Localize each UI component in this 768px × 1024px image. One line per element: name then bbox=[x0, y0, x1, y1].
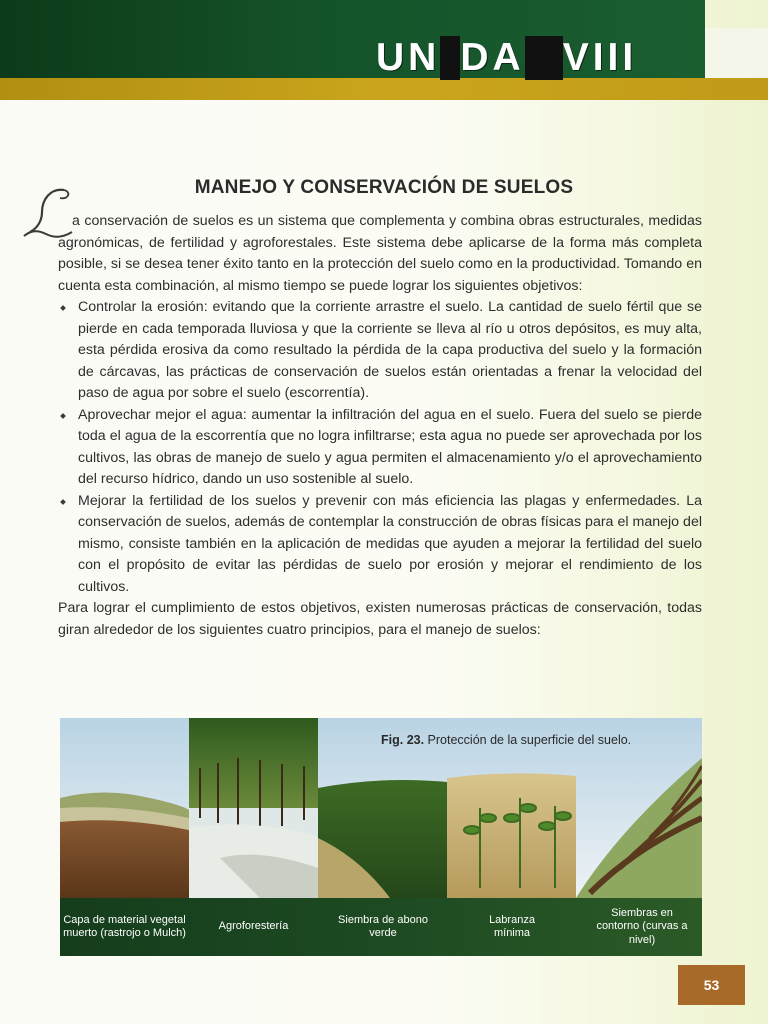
objectives-list bbox=[58, 297, 702, 598]
page-number: 53 bbox=[678, 965, 745, 1005]
unit-title-middle: DA bbox=[460, 36, 525, 79]
section-title: MANEJO Y CONSERVACIÓN DE SUELOS bbox=[194, 177, 574, 198]
header-gold-stripe bbox=[0, 78, 768, 100]
figure-label-bar bbox=[60, 898, 702, 956]
bullet-icon bbox=[60, 305, 66, 311]
bullet-icon bbox=[60, 413, 66, 419]
unit-title-prefix: UN bbox=[376, 36, 441, 79]
panel-mulch bbox=[60, 718, 189, 898]
figure-label-agroforestry: Agroforestería bbox=[218, 920, 289, 933]
figure-label-minimum-tillage: Labranza mínima bbox=[489, 913, 535, 939]
figure-caption-text: Protección de la superficie del suelo. bbox=[424, 733, 632, 747]
header-tab bbox=[705, 28, 768, 78]
closing-paragraph: Para lograr el cumplimiento de estos objetivos, existen numerosas prácticas de conservación, todas giran alrededor de los siguientes cuatro principios, para el manejo de suelos: bbox=[58, 600, 702, 638]
list-item bbox=[58, 405, 702, 491]
redaction-block bbox=[525, 36, 563, 80]
list-item-text: Mejorar la fertilidad de los suelos y prevenir con más eficiencia las plagas y enfermedades. La conservación de suelos, además de contemplar la construcción de obras físicas para el manejo del mismo, consiste también en la aplicación de medidas que ayuden a mejorar la fertilidad del suelo con el propósito de evitar las pérdidas de suelo por erosión y mejorar el rendimiento de los cultivos. bbox=[78, 492, 702, 595]
redaction-block bbox=[440, 36, 460, 80]
unit-title bbox=[376, 36, 637, 80]
figure-soil-protection bbox=[60, 718, 702, 956]
list-item-text: Controlar la erosión: evitando que la corriente arrastre el suelo. La cantidad de suelo fértil que se pierde en cada temporada lluviosa y que la corriente se lleva al río u otros depósitos, es muy alta, esta pérdida erosiva da como resultado la pérdida de la capa productiva del suelo y la formación de cárcavas, las prácticas de conservación de suelos están orientadas a frenar la velocidad del paso de agua por sobre el suelo (escorrentía). bbox=[78, 299, 702, 401]
figure-label-mulch: Capa de material vegetal muerto (rastrojo o Mulch) bbox=[63, 913, 186, 939]
body-text bbox=[58, 211, 702, 641]
panel-agroforestry bbox=[189, 718, 318, 898]
list-item bbox=[58, 491, 702, 599]
intro-paragraph: a conservación de suelos es un sistema que complementa y combina obras estructurales, medidas agronómicas, de fertilidad y agroforestales. Este sistema debe aplicarse de la forma más completa posible, si se desea tener éxito tanto en la protección del suelo como en la productividad. Tomando en cuenta esta combinación, al mismo tiempo se puede lograr los siguientes objetivos: bbox=[58, 213, 702, 294]
list-item-text: Aprovechar mejor el agua: aumentar la infiltración del agua en el suelo. Fuera del suelo se pierde toda el agua de la escorrentía que no logra infiltrarse; esta agua no puede ser aprovechada por los cultivos, las obras de manejo de suelo y agua permiten el almacenamiento y/o el aprovechamiento del recurso hídrico, dando un uso sostenible al suelo. bbox=[78, 406, 702, 487]
list-item bbox=[58, 297, 702, 405]
bullet-icon bbox=[60, 499, 66, 505]
figure-caption-number: Fig. 23. bbox=[381, 733, 425, 747]
figure-label-green-manure: Siembra de abono verde bbox=[338, 913, 428, 939]
figure-caption bbox=[381, 733, 631, 747]
unit-title-suffix: VIII bbox=[562, 36, 638, 79]
figure-label-contour: Siembras en contorno (curvas a nivel) bbox=[596, 906, 688, 946]
